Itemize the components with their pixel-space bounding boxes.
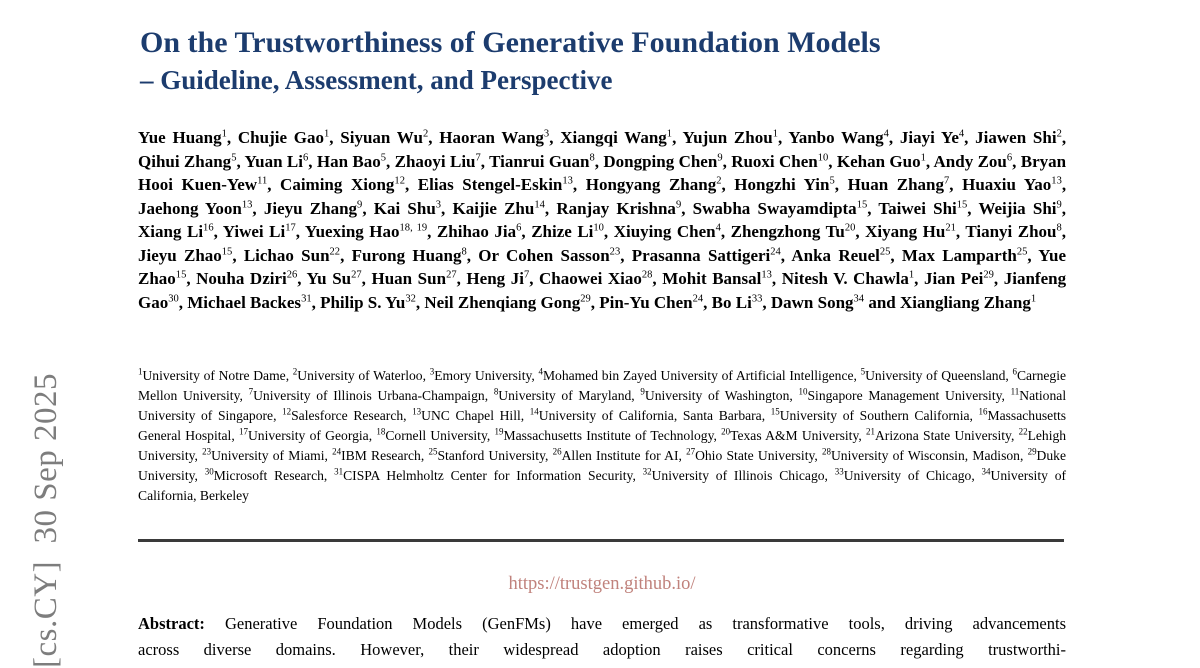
author-affiliation-sup: 4 [715,222,721,234]
author-affiliation-sup: 1 [323,128,330,140]
affiliation: $^3$Emory University [429,366,532,383]
affiliation-number-sup: 5 [860,366,866,377]
author: Bo Li$^{33}$ [711,292,763,312]
author-affiliation-sup: 3 [435,198,442,210]
author: Jiayi Ye$^4$ [899,128,965,147]
author-affiliation-sup: 25 [1016,245,1028,257]
author-affiliation-sup: 8 [461,245,467,257]
author-affiliation-sup: 24 [770,245,781,257]
author-list: Yue Huang$^1$, Chujie Gao$^1$, Siyuan Wu$^2$, Haoran Wang$^3$, Xiangqi Wang$^1$, Yujun Zhou$^1$, Yanbo Wang$^4$, Jiayi Ye$^4$, Jiawen Shi$^2$, Qihui Zhang$^5$, Yuan Li$^6$, Han Bao$^5$, Zhaoyi Liu$^7$, Tianrui Guan$^8$, Dongping Chen$^9$, Ruoxi Chen$^{10}$, Kehan Guo$^1$, Andy Zou$^6$, Bryan Hooi Kuen-Yew$^{11}$, Caiming Xiong$^{12}$, Elias Stengel-Eskin$^{13}$, Hongyang Zhang$^2$, Hongzhi Yin$^5$, Huan Zhang$^7$, Huaxiu Yao$^{13}$, Jaehong Yoon$^{13}$, Jieyu Zhang$^9$, Kai Shu$^3$, Kaijie Zhu$^{14}$, Ranjay Krishna$^9$, Swabha Swayamdipta$^{15}$, Taiwei Shi$^{15}$, Weijia Shi$^9$, Xiang Li$^{16}$, Yiwei Li$^{17}$, Yuexing Hao$^{18, 19}$, Zhihao Jia$^6$, Zhize Li$^{10}$, Xiuying Chen$^4$, Zhengzhong Tu$^{20}$, Xiyang Hu$^{21}$, Tianyi Zhou$^8$, Jieyu Zhao$^{15}$, Lichao Sun$^{22}$, Furong Huang$^8$, Or Cohen Sasson$^{23}$, Prasanna Sattigeri$^{24}$, Anka Reuel$^{25}$, Max Lamparth$^{25}$, Yue Zhao$^{15}$, Nouha Dziri$^{26}$, Yu Su$^{27}$, Huan Sun$^{27}$, Heng Ji$^7$, Chaowei Xiao$^{28}$, Mohit Bansal$^{13}$, Nitesh V. Chawla$^1$, Jian Pei$^{29}$, Jianfeng Gao$^{30}$, Michael Backes$^{31}$, Philip S. Yu$^{32}$, Neil Zhenqiang Gong$^{29}$, Pin-Yu Chen$^{24}$, Bo Li$^{33}$, Dawn Song$^{34}$ and Xiangliang Zhang$^1$ [138,128,1067,312]
author: Yujun Zhou$^1$ [682,128,778,147]
author: Tianrui Guan$^8$ [489,151,595,171]
author: Anka Reuel$^{25}$ [791,245,891,265]
affiliation: $^{26}$Allen Institute for AI [552,446,679,463]
author: Yuexing Hao$^{18, 19}$ [304,222,428,241]
affiliation-number-sup: 10 [798,386,808,397]
author-affiliation-sup: 31 [301,292,312,304]
author: Caiming Xiong$^{12}$ [280,175,405,194]
affiliation-number-sup: 1 [138,366,143,377]
affiliation-number-sup: 26 [552,446,562,457]
abstract-text-line [138,637,1066,663]
divider-rule [138,539,1064,542]
author-affiliation-sup: 15 [856,198,868,210]
affiliation-number-sup: 13 [412,406,422,417]
affiliation-number-sup: 3 [429,366,435,377]
affiliation: $^{19}$Massachusetts Institute of Technology [494,426,714,443]
author-affiliation-sup: 6 [516,222,522,234]
author: Prasanna Sattigeri$^{24}$ [631,245,781,265]
author-affiliation-sup: 7 [475,151,481,163]
author-affiliation-sup: 27 [446,269,457,281]
author: Furong Huang$^8$ [351,245,467,265]
author-affiliation-sup: 5 [380,151,386,163]
author: Jieyu Zhang$^9$ [263,198,363,218]
affiliation-number-sup: 15 [770,406,780,417]
author-affiliation-sup: 24 [692,292,704,304]
author-affiliation-sup: 6 [302,151,309,163]
paper-title-line1: On the Trustworthiness of Generative Foundation Models [140,26,881,59]
author: Chaowei Xiao$^{28}$ [539,269,653,288]
affiliation-list: $^1$University of Notre Dame, $^2$University of Waterloo, $^3$Emory University, $^4$Mohamed bin Zayed University of Artificial Intelligence, $^5$University of Queensland, $^6$Carnegie Mellon University, $^7$University of Illinois Urbana-Champaign, $^8$University of Maryland, $^9$University of Washington, $^{10}$Singapore Management University, $^{11}$National University of Singapore, $^{12}$Salesforce Research, $^{13}$UNC Chapel Hill, $^{14}$University of California, Santa Barbara, $^{15}$University of Southern California, $^{16}$Massachusetts General Hospital, $^{17}$University of Georgia, $^{18}$Cornell University, $^{19}$Massachusetts Institute of Technology, $^{20}$Texas A&M University, $^{21}$Arizona State University, $^{22}$Lehigh University, $^{23}$University of Miami, $^{24}$IBM Research, $^{25}$Stanford University, $^{26}$Allen Institute for AI, $^{27}$Ohio State University, $^{28}$University of Wisconsin, Madison, $^{29}$Duke University, $^{30}$Microsoft Research, $^{31}$CISPA Helmholtz Center for Information Security, $^{32}$University of Illinois Chicago, $^{33}$University of Chicago, $^{34}$University of California, Berkeley [138,366,1067,503]
affiliation-number-sup: 14 [529,406,539,417]
affiliation-number-sup: 7 [248,386,254,397]
author: Yanbo Wang$^4$ [788,128,889,147]
affiliation-number-sup: 25 [428,446,438,457]
affiliation-number-sup: 28 [822,446,831,457]
affiliation: $^{25}$Stanford University [428,446,545,463]
author-affiliation-sup: 2 [716,175,722,187]
author: Mohit Bansal$^{13}$ [662,269,772,288]
affiliation: $^{33}$University of Chicago [834,466,972,483]
abstract-text: Generative Foundation Models (GenFMs) have emerged as transformative tools, driving advancements [224,614,1067,633]
author: Dawn Song$^{34}$ [770,292,865,312]
affiliation: $^5$University of Queensland [860,366,1006,383]
author: Ruoxi Chen$^{10}$ [731,151,829,171]
author: Jian Pei$^{29}$ [923,269,994,288]
author-affiliation-sup: 13 [761,269,772,281]
author-affiliation-sup: 33 [751,292,763,304]
affiliation-number-sup: 9 [640,386,645,397]
author: Jaehong Yoon$^{13}$ [138,198,253,218]
author: Yuan Li$^6$ [244,151,309,171]
author: Qihui Zhang$^5$ [138,151,237,171]
author-affiliation-sup: 26 [286,269,298,281]
author-affiliation-sup: 28 [641,269,653,281]
affiliation-number-sup: 27 [686,446,696,457]
author-affiliation-sup: 9 [357,198,363,210]
affiliation-number-sup: 32 [642,466,652,477]
author: Taiwei Shi$^{15}$ [878,198,968,218]
affiliation: $^{18}$Cornell University [376,426,487,443]
author: Nouha Dziri$^{26}$ [196,269,298,288]
author-affiliation-sup: 6 [1006,151,1013,163]
author: Heng Ji$^7$ [466,269,530,288]
affiliation: $^2$University of Waterloo [292,366,423,383]
author: Chujie Gao$^1$ [237,128,330,147]
affiliation: $^{14}$University of California, Santa Barbara [529,406,762,423]
author: Elias Stengel-Eskin$^{13}$ [417,175,573,194]
affiliation-number-sup: 34 [981,466,991,477]
affiliation: $^{15}$University of Southern California [770,406,970,423]
author: Neil Zhenqiang Gong$^{29}$ [424,292,591,312]
author-affiliation-sup: 22 [329,245,341,257]
author: Xiangqi Wang$^1$ [560,128,673,147]
author-affiliation-sup: 13 [241,198,253,210]
abstract-text: across diverse domains. However, their widespread adoption raises critical concerns regarding trustworthi- [138,640,1066,659]
affiliation-number-sup: 22 [1018,426,1028,437]
author: Zhize Li$^{10}$ [531,222,604,241]
title-block [140,24,1070,97]
author: Haoran Wang$^3$ [439,128,550,147]
affiliation-number-sup: 21 [866,426,875,437]
author: Zhihao Jia$^6$ [436,222,522,241]
author-affiliation-sup: 18, 19 [399,222,428,234]
author-affiliation-sup: 1 [1030,292,1037,304]
author: Lichao Sun$^{22}$ [243,245,341,265]
affiliation: $^{31}$CISPA Helmholtz Center for Information Security [334,466,633,483]
author: Huan Sun$^{27}$ [371,269,457,288]
affiliation-number-sup: 24 [332,446,342,457]
author-affiliation-sup: 23 [609,245,621,257]
author: Andy Zou$^6$ [933,151,1013,171]
author-affiliation-sup: 8 [1056,222,1062,234]
author: Kaijie Zhu$^{14}$ [452,198,545,218]
author-affiliation-sup: 20 [844,222,856,234]
affiliation: $^{22}$Lehigh University [138,426,1067,463]
author: Nitesh V. Chawla$^1$ [781,269,915,288]
abstract-label: Abstract: [138,614,205,633]
author-affiliation-sup: 13 [562,175,573,187]
affiliation-number-sup: 17 [239,426,248,437]
abstract-text-line [138,611,1066,637]
author-affiliation-sup: 9 [1056,198,1062,210]
author-affiliation-sup: 29 [580,292,591,304]
affiliation: $^{21}$Arizona State University [866,426,1011,443]
author-affiliation-sup: 15 [175,269,187,281]
author-affiliation-sup: 32 [405,292,416,304]
author-affiliation-sup: 1 [908,269,915,281]
author: Huaxiu Yao$^{13}$ [962,175,1062,194]
affiliation: $^{11}$National University of Singapore [138,386,1067,423]
author: Yu Su$^{27}$ [306,269,362,288]
author-affiliation-sup: 2 [1056,128,1062,140]
author: Xiuying Chen$^4$ [613,222,721,241]
author: Swabha Swayamdipta$^{15}$ [692,198,868,218]
author-affiliation-sup: 1 [221,128,227,140]
author-affiliation-sup: 1 [666,128,673,140]
author: Jianfeng Gao$^{30}$ [138,269,1067,312]
author-affiliation-sup: 1 [920,151,926,163]
author-affiliation-sup: 7 [944,175,950,187]
author: Zhaoyi Liu$^7$ [394,151,481,171]
author: Han Bao$^5$ [316,151,386,171]
author-affiliation-sup: 21 [945,222,956,234]
affiliation: $^{27}$Ohio State University [686,446,815,463]
author: Or Cohen Sasson$^{23}$ [478,245,621,265]
affiliation-number-sup: 29 [1027,446,1037,457]
author-affiliation-sup: 3 [543,128,550,140]
author-affiliation-sup: 30 [168,292,179,304]
author-affiliation-sup: 15 [221,245,233,257]
author: Ranjay Krishna$^9$ [556,198,682,218]
author: Philip S. Yu$^{32}$ [320,292,416,312]
author: Xiangliang Zhang$^1$ [899,292,1037,312]
affiliation: $^{23}$University of Miami [202,446,325,463]
affiliation: $^{13}$UNC Chapel Hill [412,406,521,423]
arxiv-watermark: [cs.CY] 30 Sep 2025 [28,372,64,668]
author-affiliation-sup: 9 [675,198,682,210]
affiliation-number-sup: 12 [282,406,292,417]
author-affiliation-sup: 34 [853,292,865,304]
author-affiliation-sup: 17 [285,222,296,234]
author: Zhengzhong Tu$^{20}$ [730,222,856,241]
affiliation: $^{12}$Salesforce Research [282,406,404,423]
author-affiliation-sup: 4 [958,128,965,140]
affiliation: $^4$Mohamed bin Zayed University of Artificial Intelligence [538,366,854,383]
author: Bryan Hooi Kuen-Yew$^{11}$ [138,151,1067,194]
affiliation-number-sup: 18 [376,426,386,437]
affiliation: $^1$University of Notre Dame [138,366,286,383]
author: Yue Huang$^1$ [138,128,227,147]
affiliation: $^{32}$University of Illinois Chicago [642,466,825,483]
author: Xiang Li$^{16}$ [138,222,214,241]
author-affiliation-sup: 14 [534,198,545,210]
affiliation: $^8$University of Maryland [493,386,632,403]
abstract-block [138,611,1066,663]
author-affiliation-sup: 9 [717,151,723,163]
affiliation-number-sup: 19 [494,426,504,437]
author: Max Lamparth$^{25}$ [901,245,1028,265]
affiliation-number-sup: 16 [978,406,988,417]
author: Jieyu Zhao$^{15}$ [138,245,233,265]
affiliation: $^{29}$Duke University [138,446,1066,483]
affiliation: $^{24}$IBM Research [332,446,421,463]
affiliation: $^{20}$Texas A&M University [721,426,859,443]
author: Dongping Chen$^9$ [603,151,723,171]
affiliation: $^6$Carnegie Mellon University [138,366,1067,403]
author: Tianyi Zhou$^8$ [965,222,1062,241]
author-affiliation-sup: 1 [772,128,778,140]
author: Weijia Shi$^9$ [978,198,1062,218]
author-affiliation-sup: 5 [231,151,237,163]
author: Hongzhi Yin$^5$ [734,175,835,194]
author: Yiwei Li$^{17}$ [222,222,296,241]
link-row [138,574,1066,595]
affiliation-number-sup: 8 [493,386,499,397]
author: Pin-Yu Chen$^{24}$ [599,292,704,312]
author-affiliation-sup: 5 [829,175,835,187]
affiliation: $^{28}$University of Wisconsin, Madison [822,446,1020,463]
affiliation-number-sup: 23 [202,446,212,457]
author: Xiyang Hu$^{21}$ [865,222,956,241]
author-affiliation-sup: 13 [1051,175,1062,187]
affiliation-number-sup: 11 [1010,386,1020,397]
author: Kai Shu$^3$ [373,198,442,218]
author-affiliation-sup: 25 [879,245,891,257]
author-affiliation-sup: 2 [422,128,429,140]
author: Hongyang Zhang$^2$ [585,175,722,194]
author: Yue Zhao$^{15}$ [138,245,1066,288]
author: Michael Backes$^{31}$ [187,292,312,312]
affiliation: $^9$University of Washington [640,386,790,403]
author: Jiawen Shi$^2$ [975,128,1062,147]
affiliation-number-sup: 31 [334,466,344,477]
project-link[interactable]: https://trustgen.github.io/ [508,574,696,594]
affiliation-number-sup: 2 [292,366,298,377]
author-affiliation-sup: 12 [394,175,405,187]
author-affiliation-sup: 15 [956,198,968,210]
affiliation: $^{17}$University of Georgia [239,426,369,443]
paper-title-line2: – Guideline, Assessment, and Perspective [140,65,613,95]
affiliation-number-sup: 33 [834,466,844,477]
author-affiliation-sup: 10 [817,151,829,163]
author-affiliation-sup: 29 [983,269,994,281]
affiliation: $^7$University of Illinois Urbana-Champaign [248,386,485,403]
author-affiliation-sup: 7 [523,269,530,281]
author-affiliation-sup: 10 [593,222,604,234]
author-affiliation-sup: 16 [203,222,214,234]
author: Siyuan Wu$^2$ [340,128,429,147]
affiliation-number-sup: 4 [538,366,543,377]
affiliation: $^{10}$Singapore Management University [798,386,1002,403]
author-affiliation-sup: 8 [589,151,595,163]
author: Kehan Guo$^1$ [836,151,926,171]
author-affiliation-sup: 11 [257,175,268,187]
affiliation: $^{34}$University of California, Berkeley [138,466,1067,503]
author-affiliation-sup: 27 [351,269,362,281]
affiliation: $^{30}$Microsoft Research [204,466,324,483]
author: Huan Zhang$^7$ [847,175,950,194]
author-affiliation-sup: 4 [883,128,889,140]
affiliation-number-sup: 6 [1012,366,1017,377]
affiliation-number-sup: 30 [204,466,214,477]
affiliation: $^{16}$Massachusetts General Hospital [138,406,1067,443]
affiliation-number-sup: 20 [721,426,731,437]
